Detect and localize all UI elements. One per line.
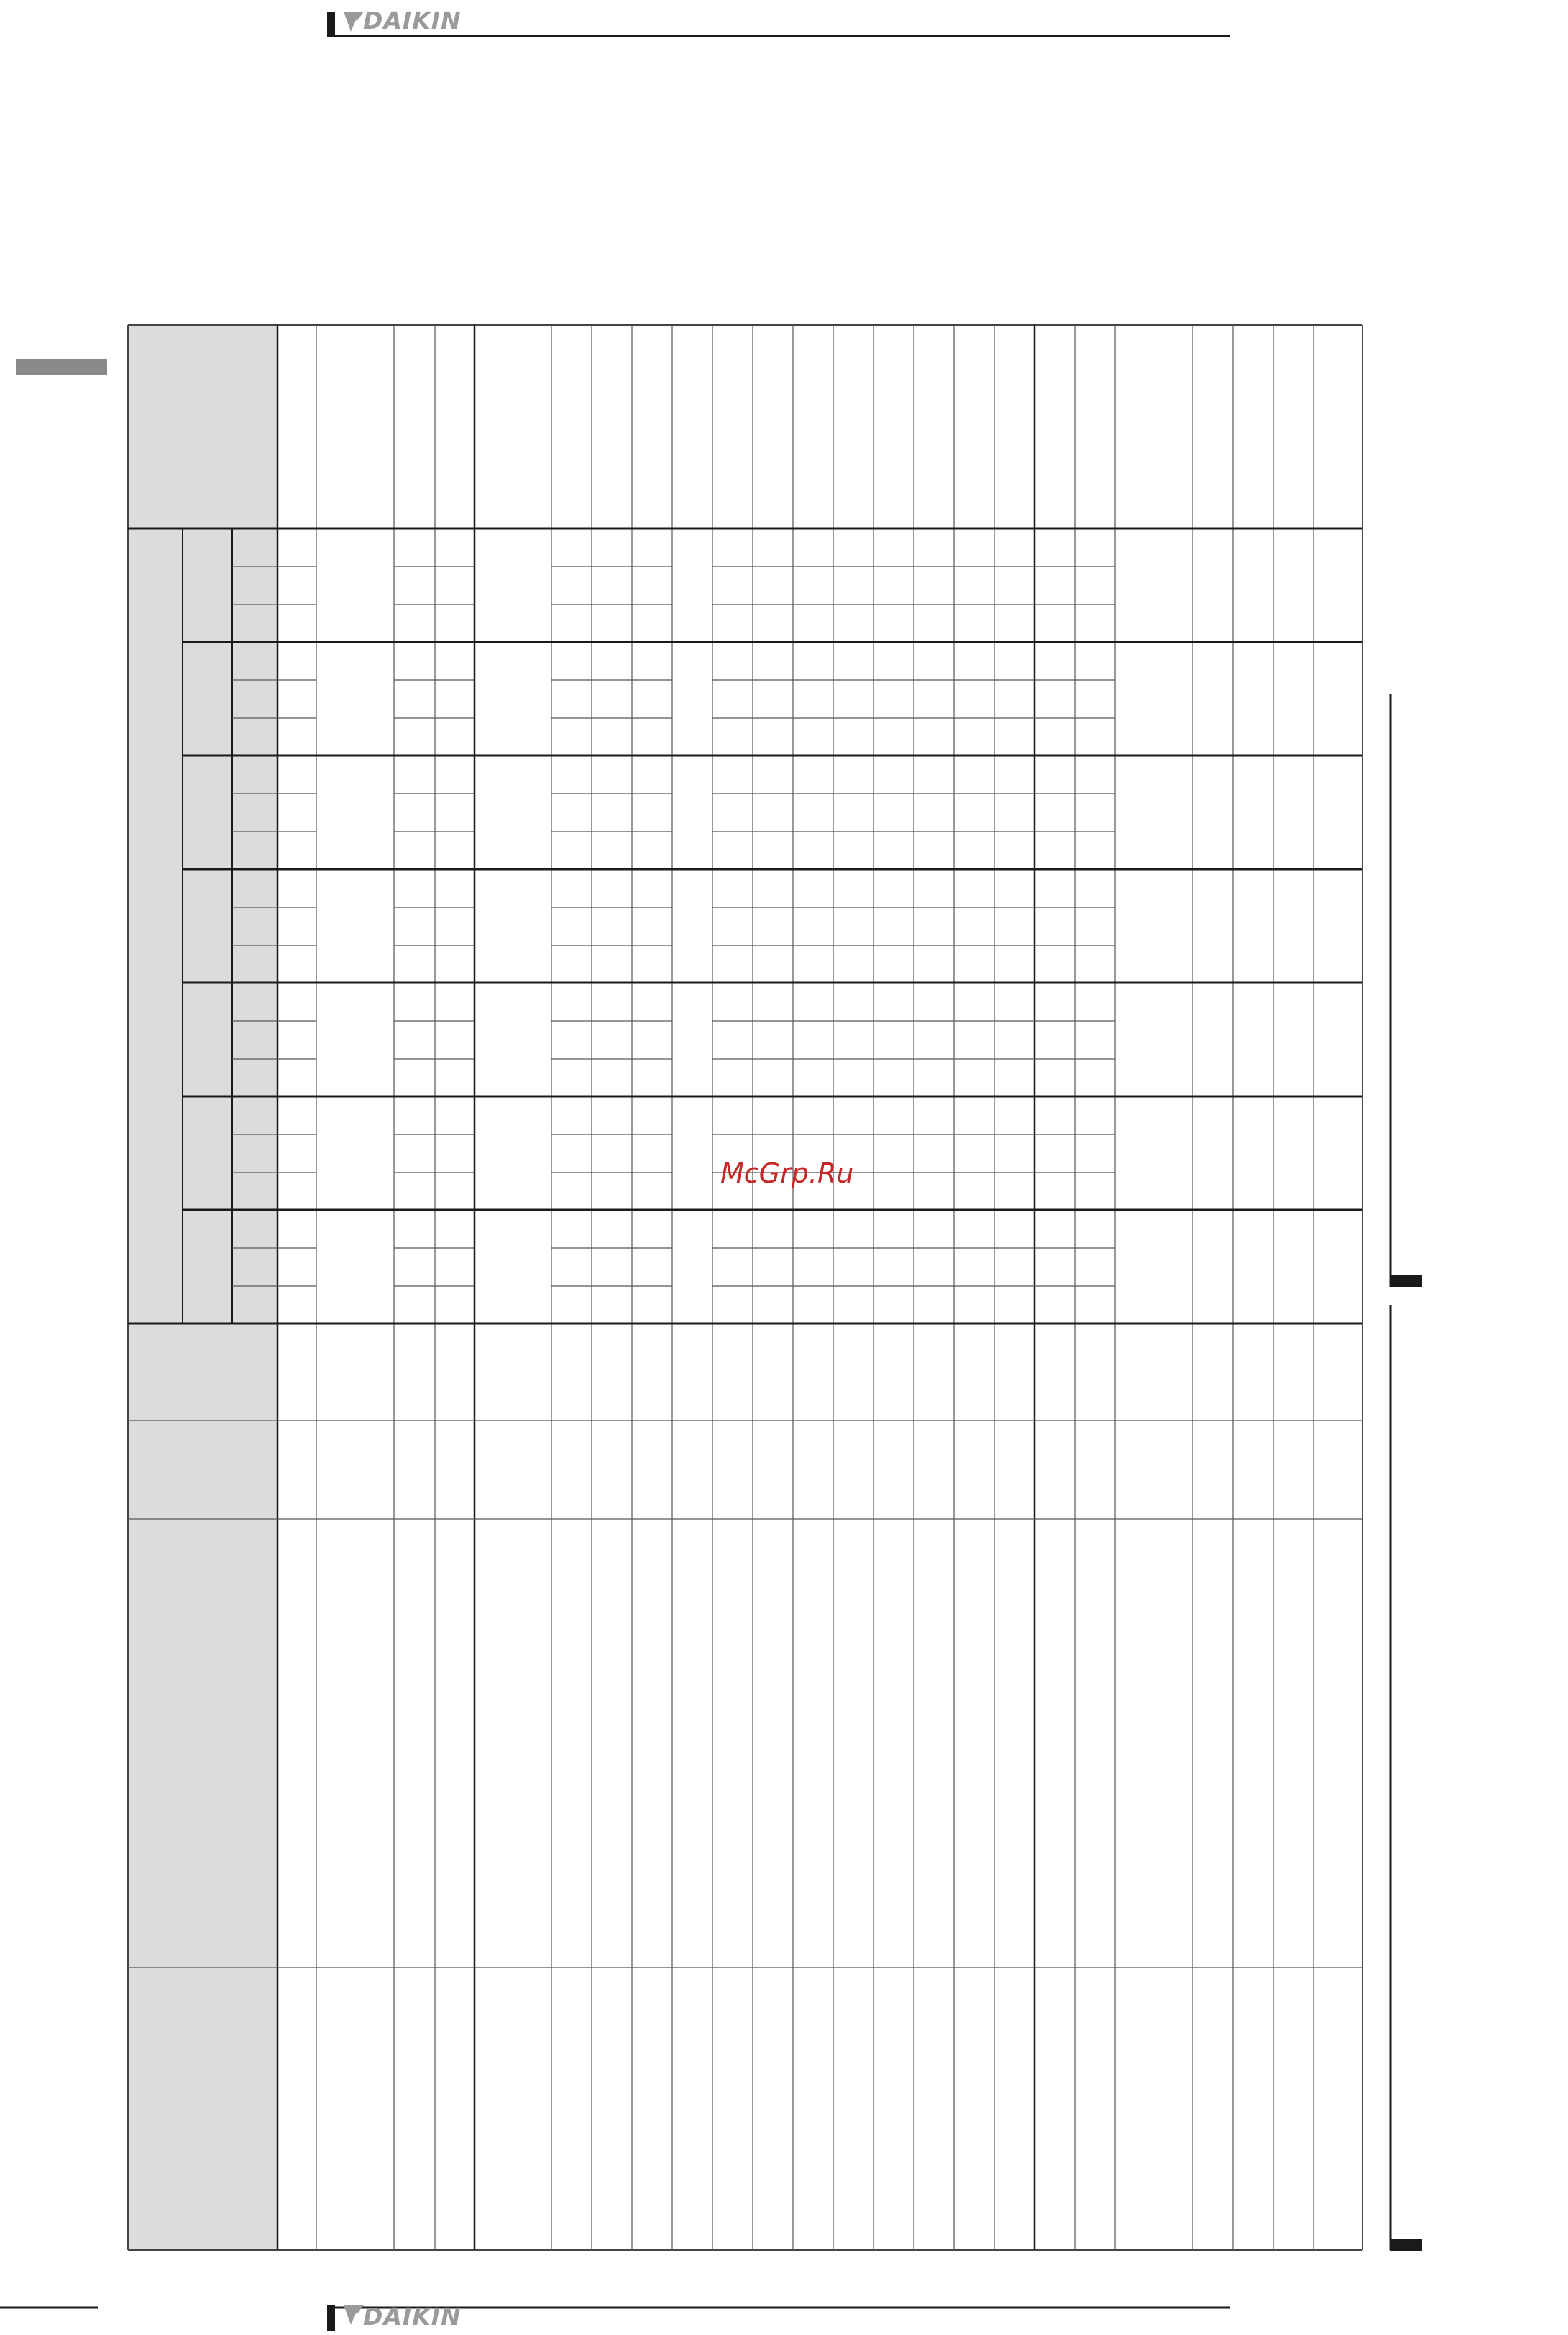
footer-brand: DAIKIN — [363, 2303, 462, 2331]
chapter-tab — [16, 359, 107, 375]
header — [327, 6, 1230, 37]
footer-marker-bar — [327, 2305, 335, 2331]
daikin-logo-icon — [344, 12, 364, 32]
lower-label-panel — [128, 1324, 278, 2250]
table-shading — [128, 325, 278, 2250]
daikin-logo-icon — [344, 2305, 364, 2325]
header-brand: DAIKIN — [363, 6, 462, 35]
right-margin — [1390, 694, 1422, 2251]
section-tab-bottom — [1390, 2239, 1422, 2251]
section-tab-top — [1390, 1275, 1422, 1287]
table-grid — [128, 325, 1362, 2250]
watermark: McGrp.Ru — [720, 1157, 854, 1189]
header-label-panel — [128, 325, 278, 528]
rows-label-panel — [128, 528, 278, 1324]
header-marker-bar — [327, 12, 335, 37]
footer — [0, 2303, 1230, 2331]
